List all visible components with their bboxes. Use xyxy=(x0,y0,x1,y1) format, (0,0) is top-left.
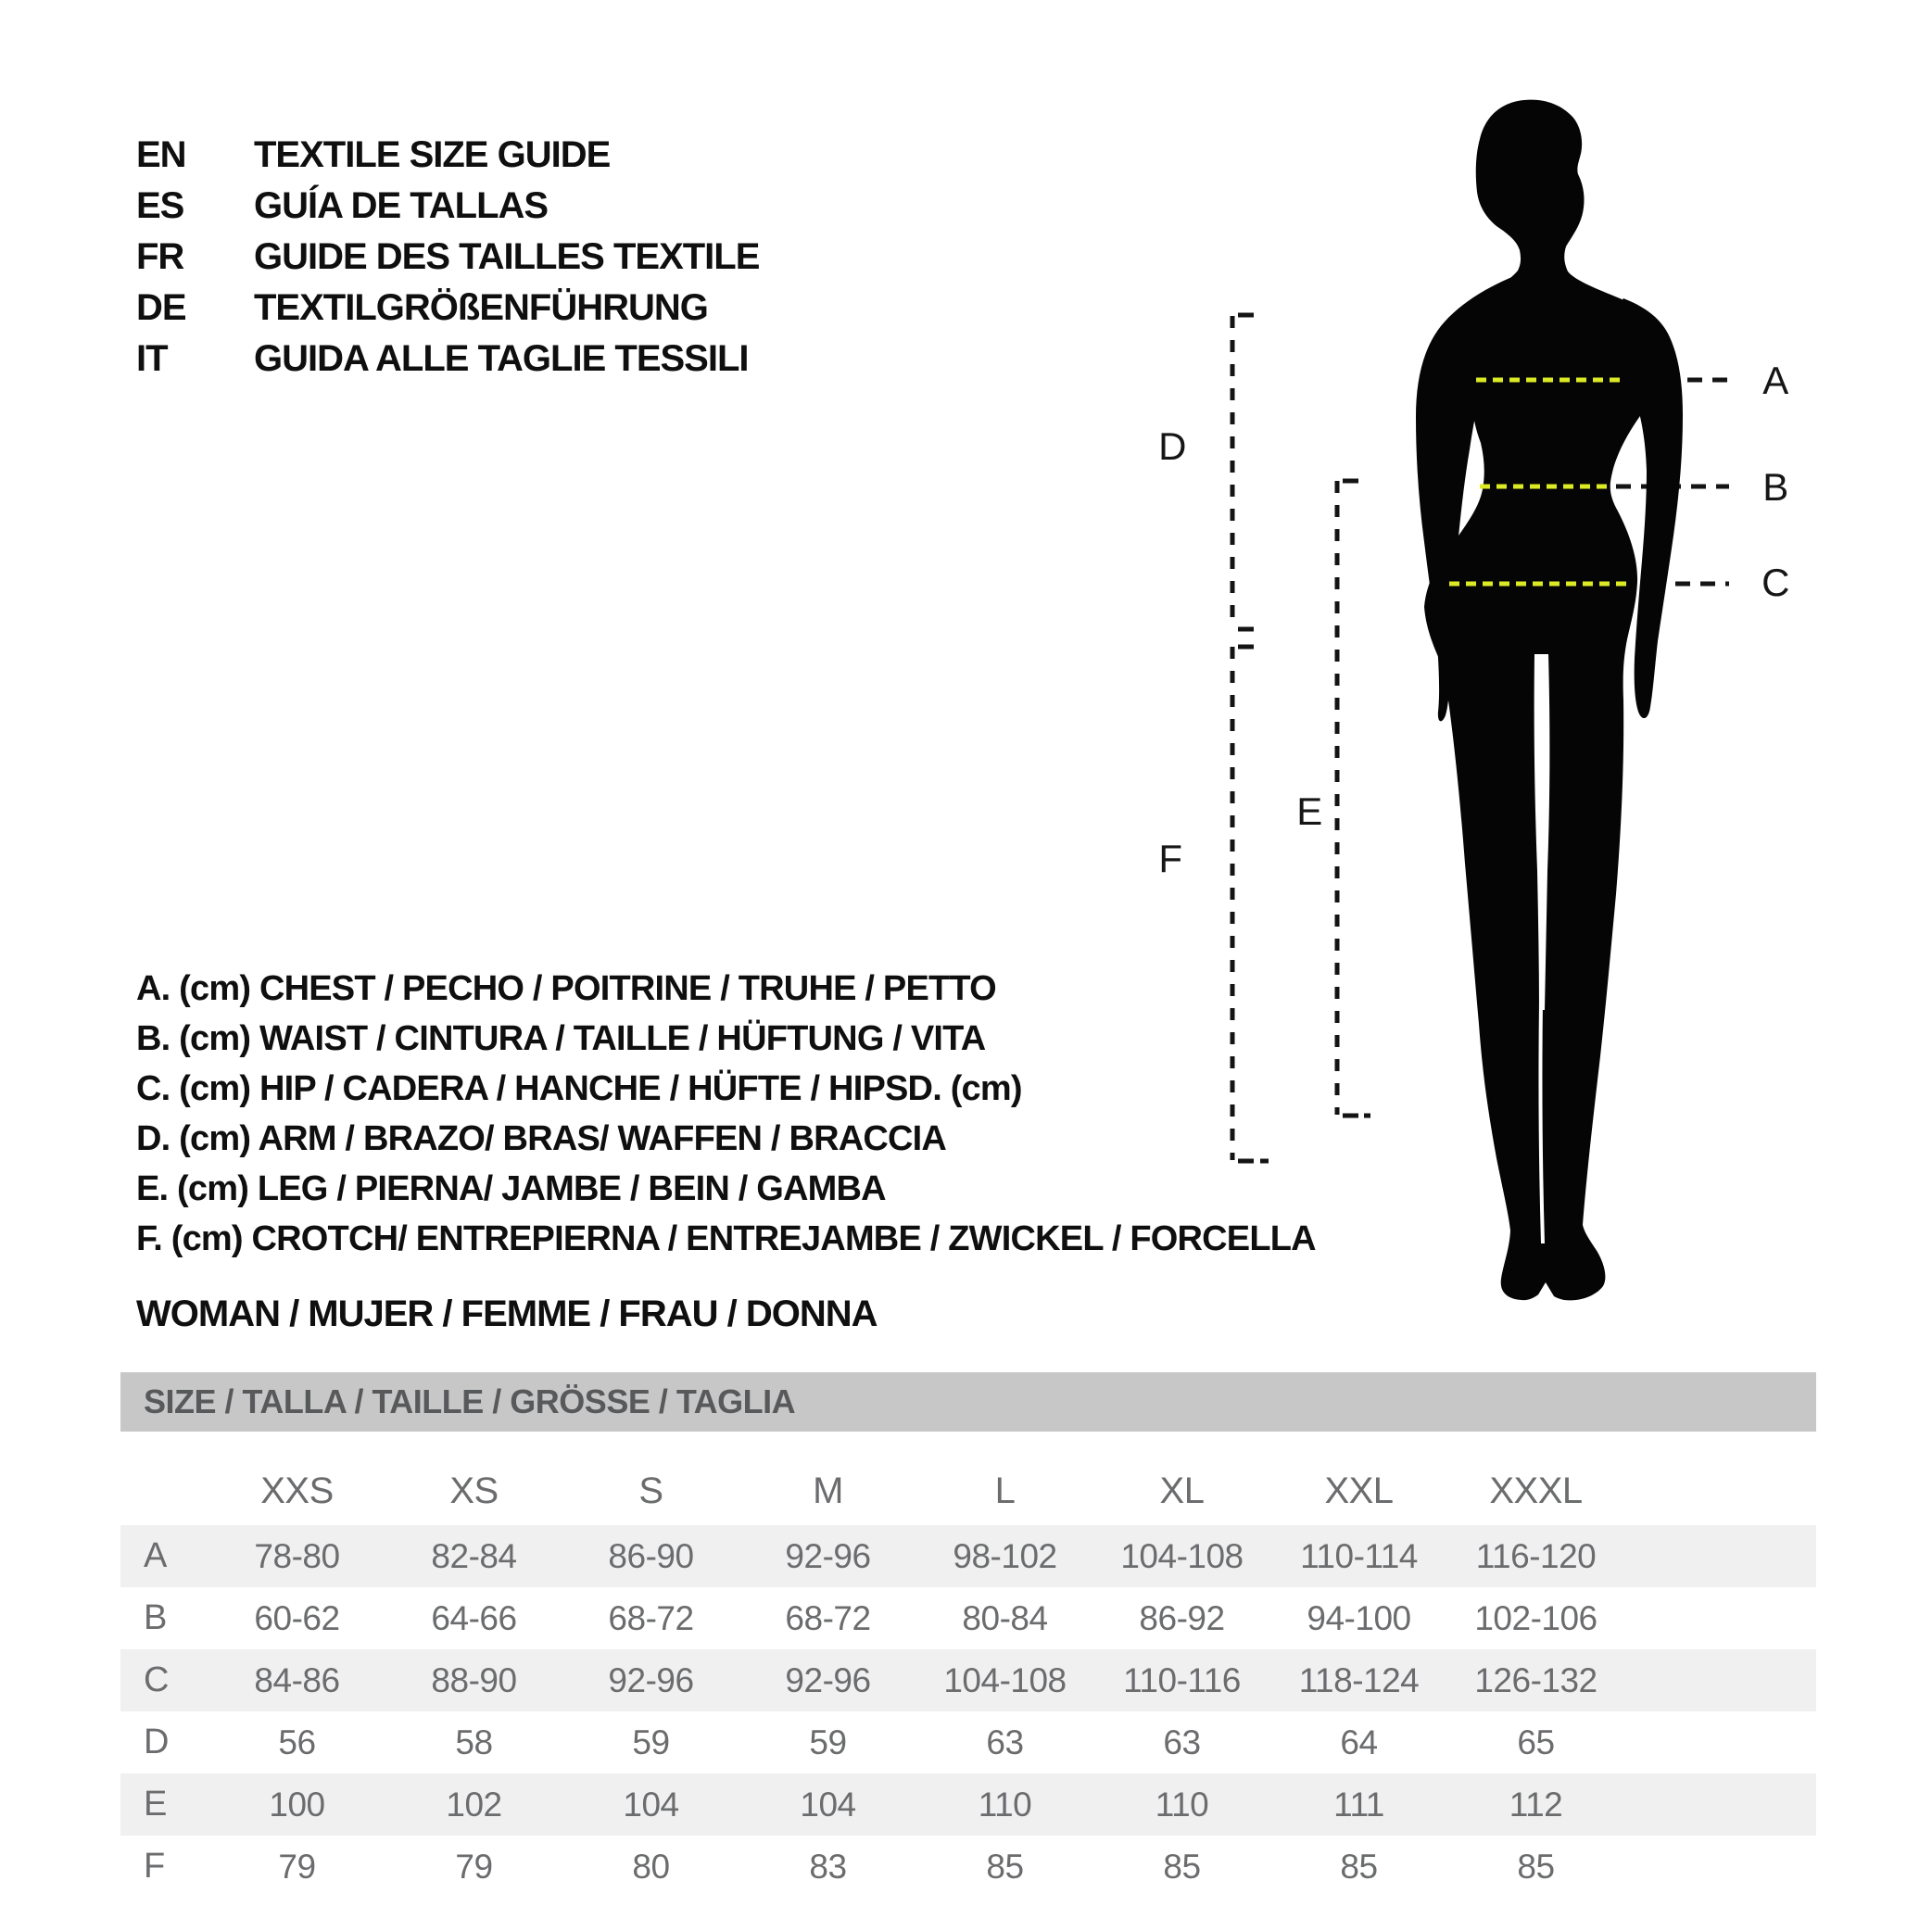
language-code: IT xyxy=(136,338,168,379)
value-cell: 63 xyxy=(986,1723,1024,1761)
language-title: GUIDE DES TAILLES TEXTILE xyxy=(254,236,760,277)
value-cell: 126-132 xyxy=(1474,1660,1597,1699)
value-cell: 60-62 xyxy=(254,1598,340,1637)
row-label: D xyxy=(144,1723,169,1761)
value-cell: 104 xyxy=(623,1785,679,1824)
leg-gap-lower xyxy=(1540,1001,1543,1243)
value-cell: 63 xyxy=(1163,1723,1201,1761)
value-cell: 64-66 xyxy=(431,1598,517,1637)
table-row xyxy=(120,1836,1816,1898)
value-cell: 98-102 xyxy=(953,1536,1057,1575)
definition-line: E. (cm) LEG / PIERNA/ JAMBE / BEIN / GAMBA xyxy=(136,1169,886,1208)
value-cell: 59 xyxy=(809,1723,847,1761)
arm-line-ticks xyxy=(1238,315,1254,629)
size-table-title: SIZE / TALLA / TAILLE / GRÖSSE / TAGLIA xyxy=(120,1372,1816,1432)
value-cell: 110-114 xyxy=(1300,1536,1418,1575)
size-header-cell: XS xyxy=(449,1470,499,1511)
value-cell: 85 xyxy=(1163,1847,1201,1886)
size-header-cell: XXS xyxy=(260,1470,334,1511)
language-code: EN xyxy=(136,134,186,175)
value-cell: 102-106 xyxy=(1474,1598,1597,1637)
value-cell: 110-116 xyxy=(1123,1660,1241,1699)
table-row xyxy=(120,1711,1816,1773)
table-row xyxy=(120,1649,1816,1711)
value-cell: 80 xyxy=(632,1847,670,1886)
table-row xyxy=(120,1525,1816,1587)
value-cell: 85 xyxy=(1517,1847,1555,1886)
measure-label-hip: C xyxy=(1762,561,1789,604)
audience-line: WOMAN / MUJER / FEMME / FRAU / DONNA xyxy=(136,1294,878,1334)
size-header-spacer xyxy=(120,1512,208,1525)
size-header-row xyxy=(120,1432,1816,1525)
definition-line: F. (cm) CROTCH/ ENTREPIERNA / ENTREJAMBE / ZWICKEL / FORCELLA xyxy=(136,1219,1316,1258)
language-title: TEXTILE SIZE GUIDE xyxy=(254,134,611,175)
measure-label-leg: E xyxy=(1296,789,1322,833)
row-label: F xyxy=(144,1847,165,1886)
value-cell: 88-90 xyxy=(431,1660,517,1699)
value-cell: 104 xyxy=(800,1785,856,1824)
size-table-grid xyxy=(120,1432,1816,1898)
value-cell: 86-90 xyxy=(608,1536,694,1575)
value-cell: 59 xyxy=(632,1723,670,1761)
language-title: GUIDA ALLE TAGLIE TESSILI xyxy=(254,338,749,379)
table-row xyxy=(120,1773,1816,1836)
value-cell: 82-84 xyxy=(431,1536,517,1575)
language-code: FR xyxy=(136,236,184,277)
measure-label-crotch: F xyxy=(1158,837,1182,880)
language-title: GUÍA DE TALLAS xyxy=(254,185,549,226)
measure-label-arm: D xyxy=(1158,424,1186,468)
language-code: DE xyxy=(136,287,186,328)
row-label: E xyxy=(144,1785,167,1824)
value-cell: 112 xyxy=(1509,1785,1563,1824)
value-cell: 85 xyxy=(986,1847,1024,1886)
value-cell: 68-72 xyxy=(608,1598,694,1637)
size-header-cell: M xyxy=(813,1470,843,1511)
value-cell: 118-124 xyxy=(1298,1660,1420,1699)
value-cell: 110 xyxy=(1155,1785,1209,1824)
definition-line: A. (cm) CHEST / PECHO / POITRINE / TRUHE / PETTO xyxy=(136,969,996,1008)
value-cell: 100 xyxy=(269,1785,325,1824)
measure-label-chest: A xyxy=(1762,359,1788,402)
value-cell: 104-108 xyxy=(943,1660,1067,1699)
value-cell: 65 xyxy=(1517,1723,1555,1761)
size-header-cell: XXL xyxy=(1324,1470,1394,1511)
value-cell: 111 xyxy=(1333,1785,1384,1824)
size-header-cell: XL xyxy=(1159,1470,1205,1511)
value-cell: 116-120 xyxy=(1475,1536,1597,1575)
value-cell: 78-80 xyxy=(254,1536,340,1575)
size-table xyxy=(120,1372,1816,1898)
definition-line: C. (cm) HIP / CADERA / HANCHE / HÜFTE / HIPSD. (cm) xyxy=(136,1069,1022,1108)
leg-line-ticks xyxy=(1343,481,1370,1116)
value-cell: 79 xyxy=(278,1847,316,1886)
size-header-cell: S xyxy=(638,1470,663,1511)
value-cell: 68-72 xyxy=(785,1598,871,1637)
value-cell: 92-96 xyxy=(785,1536,871,1575)
row-label: B xyxy=(144,1598,167,1637)
language-title: TEXTILGRÖßENFÜHRUNG xyxy=(254,287,708,328)
value-cell: 84-86 xyxy=(254,1660,340,1699)
value-cell: 92-96 xyxy=(608,1660,694,1699)
value-cell: 110 xyxy=(978,1785,1032,1824)
row-label: C xyxy=(144,1660,169,1699)
size-header-cell: L xyxy=(994,1470,1016,1511)
value-cell: 104-108 xyxy=(1120,1536,1244,1575)
measurement-definitions xyxy=(136,964,1316,1264)
row-label: A xyxy=(144,1536,167,1575)
definition-line: B. (cm) WAIST / CINTURA / TAILLE / HÜFTUNG / VITA xyxy=(136,1019,986,1058)
definition-line: D. (cm) ARM / BRAZO/ BRAS/ WAFFEN / BRACCIA xyxy=(136,1119,947,1158)
value-cell: 102 xyxy=(446,1785,502,1824)
value-cell: 83 xyxy=(809,1847,847,1886)
value-cell: 94-100 xyxy=(1307,1598,1411,1637)
value-cell: 56 xyxy=(278,1723,316,1761)
language-code: ES xyxy=(136,185,184,226)
measure-label-waist: B xyxy=(1762,465,1788,509)
woman-silhouette-right-arm xyxy=(1615,298,1683,718)
value-cell: 79 xyxy=(455,1847,493,1886)
value-cell: 85 xyxy=(1340,1847,1378,1886)
table-row xyxy=(120,1587,1816,1649)
value-cell: 92-96 xyxy=(785,1660,871,1699)
size-header-cell: XXXL xyxy=(1489,1470,1583,1511)
value-cell: 58 xyxy=(455,1723,493,1761)
value-cell: 64 xyxy=(1340,1723,1378,1761)
value-cell: 80-84 xyxy=(962,1598,1048,1637)
value-cell: 86-92 xyxy=(1139,1598,1225,1637)
